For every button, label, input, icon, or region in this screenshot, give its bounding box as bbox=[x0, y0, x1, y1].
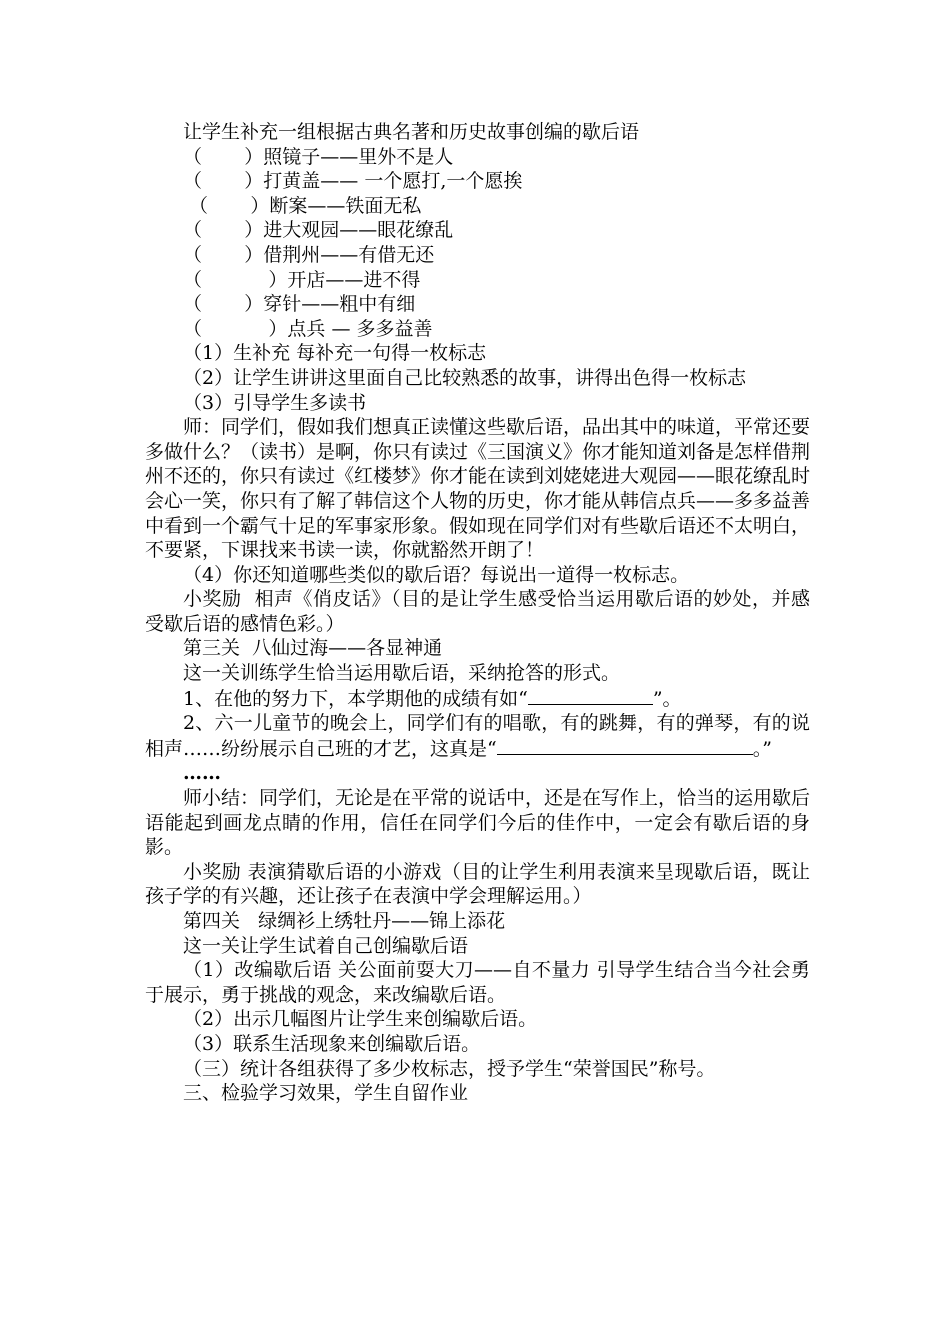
xiehouyu-line: （ ）打黄盖—— 一个愿打,一个愿挨 bbox=[183, 170, 523, 193]
answer-blank bbox=[497, 736, 610, 755]
reward-game: 小奖励 表演猜歇后语的小游戏（目的让学生利用表演来呈现歇后语，既让孩子学的有兴趣，还让孩子在表演中学会理解运用。） bbox=[145, 860, 810, 908]
step-3: （3）引导学生多读书 bbox=[183, 391, 367, 414]
level-4-title: 第四关 绿绸衫上绣牡丹——锦上添花 bbox=[183, 910, 506, 932]
level-3-title: 第三关 八仙过海——各显神通 bbox=[183, 637, 443, 660]
question-2 bbox=[145, 711, 810, 761]
intro-paragraph: 让学生补充一组根据古典名著和历史故事创编的歇后语 bbox=[183, 121, 640, 143]
level-3-description: 这一关训练学生恰当运用歇后语，采纳抢答的形式。 bbox=[183, 662, 621, 685]
question-1 bbox=[145, 686, 810, 712]
ellipsis: …… bbox=[183, 762, 221, 785]
question-1-text: 1、在他的努力下，本学期他的成绩有如“ bbox=[183, 687, 528, 710]
step-2: （2）让学生讲讲这里面自己比较熟悉的故事，讲得出色得一枚标志 bbox=[183, 366, 747, 389]
reward-crosstalk: 小奖励 相声《俏皮话》（目的是让学生感受恰当运用歇后语的妙处，并感受歇后语的感情色彩。） bbox=[145, 588, 810, 635]
level-4-description: 这一关让学生试着自己创编歇后语 bbox=[183, 934, 469, 957]
step-4: （4）你还知道哪些类似的歇后语？每说出一道得一枚标志。 bbox=[183, 563, 690, 586]
document-body bbox=[145, 120, 810, 1106]
question-2-end: 。” bbox=[752, 737, 772, 760]
xiehouyu-line: （ ）借荆州——有借无还 bbox=[183, 243, 435, 266]
level-4-step-1: （1）改编歇后语 关公面前耍大刀——自不量力 引导学生结合当今社会勇于展示，勇于挑战的观念，来改编歇后语。 bbox=[145, 959, 810, 1006]
teacher-summary: 师小结：同学们，无论是在平常的说话中，还是在写作上，恰当的运用歇后语能起到画龙点睛的作用，信任在同学们今后的佳作中，一定会有歇后语的身影。 bbox=[145, 787, 811, 859]
step-1: （1）生补充 每补充一句得一枚标志 bbox=[183, 342, 487, 365]
question-1-end: ”。 bbox=[652, 687, 682, 710]
xiehouyu-line: （ ）点兵 — 多多益善 bbox=[183, 317, 433, 340]
section-3-heading: 三、检验学习效果，学生自留作业 bbox=[183, 1082, 469, 1105]
xiehouyu-line: （ ）断案——铁面无私 bbox=[183, 194, 422, 217]
level-4-step-2: （2）出示几幅图片让学生来创编歇后语。 bbox=[183, 1008, 538, 1031]
answer-blank-continued bbox=[610, 736, 753, 755]
teacher-talk: 师：同学们，假如我们想真正读懂这些歇后语，品出其中的味道，平常还要多做什么？（读书）是啊，你只有读过《三国演义》你才能知道刘备是怎样借荆州不还的，你只有读过《红楼梦》你才能在读到刘姥姥进大观园——眼花缭乱时会心一笑，你只有了解了韩信这个人物的历史，你才能从韩信点兵——多多益善中看到一个霸气十足的军事家形象。假如现在同学们对有些歇后语还不太明白，不要紧，下课找来书读一读，你就豁然开朗了！ bbox=[145, 416, 811, 562]
xiehouyu-line: （ ）穿针——粗中有细 bbox=[183, 293, 416, 316]
xiehouyu-line: （ ）进大观园——眼花缭乱 bbox=[183, 219, 454, 242]
statistics-paragraph: （三）统计各组获得了多少枚标志，授予学生“荣誉国民”称号。 bbox=[183, 1057, 716, 1080]
xiehouyu-line: （ ）开店——进不得 bbox=[183, 268, 421, 291]
answer-blank bbox=[528, 686, 653, 705]
level-4-step-3: （3）联系生活现象来创编歇后语。 bbox=[183, 1032, 481, 1055]
question-2-text: 2、六一儿童节的晚会上，同学们有的唱歌，有的跳舞，有的弹琴，有的说相声……纷纷展示自己班的才艺，这真是“ bbox=[145, 712, 810, 760]
xiehouyu-line: （ ）照镜子——里外不是人 bbox=[183, 145, 454, 168]
